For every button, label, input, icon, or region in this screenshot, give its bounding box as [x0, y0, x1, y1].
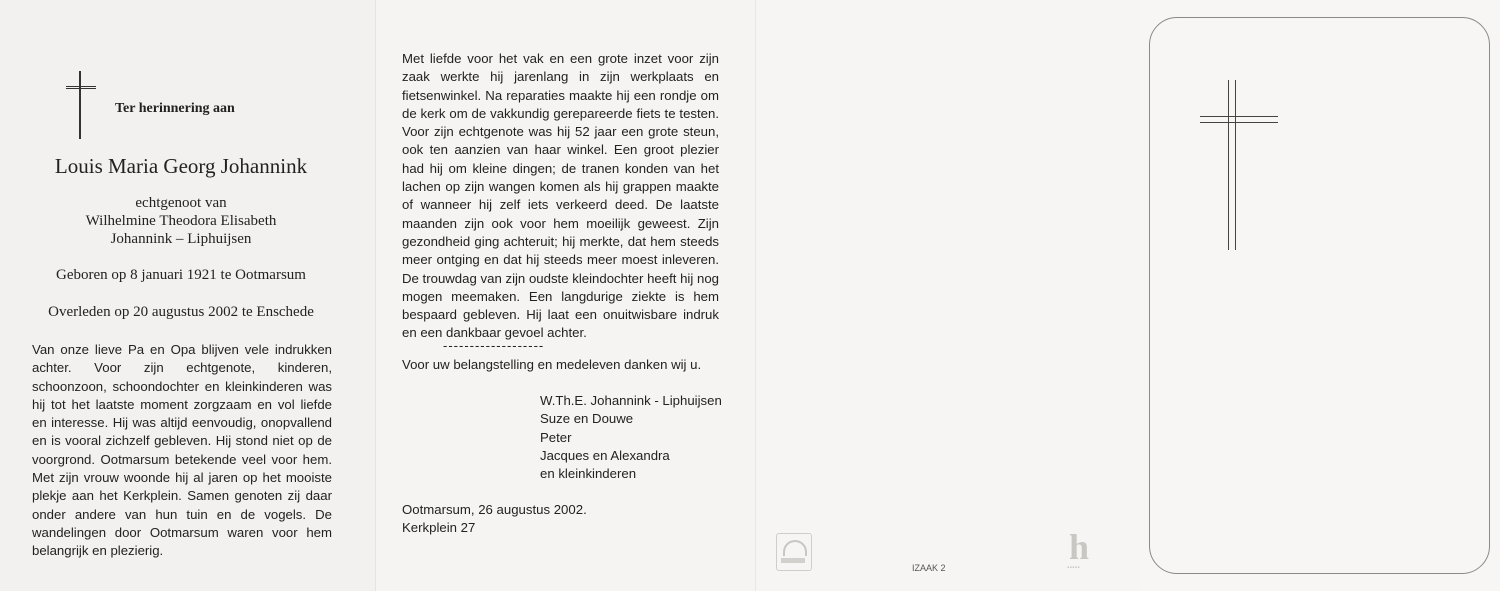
place-date: Ootmarsum, 26 augustus 2002.	[402, 502, 587, 517]
panel-front-cover	[1140, 0, 1500, 591]
h-logo-icon: h ▪▪▪▪▪	[1067, 527, 1090, 571]
church-logo-icon	[776, 533, 812, 571]
card-code: IZAAK 2	[912, 563, 946, 573]
spouse-name-line2: Johannink – Liphuijsen	[110, 231, 252, 247]
signatory: Jacques en Alexandra	[540, 447, 670, 463]
separator-line: -------------------	[443, 338, 545, 353]
cross-icon	[66, 71, 96, 139]
signatory: en kleinkinderen	[540, 466, 637, 482]
deceased-name: Louis Maria Georg Johannink	[54, 154, 308, 178]
place-and-address	[402, 501, 587, 538]
panel-front-left	[0, 0, 375, 591]
signatory: Peter	[540, 429, 572, 445]
thanks-line: Voor uw belangstelling en medeleven danken wij u.	[402, 357, 702, 372]
signatory: Suze en Douwe	[540, 411, 634, 427]
panel-back	[755, 0, 1140, 591]
birth-line: Geboren op 8 januari 1921 te Ootmarsum	[56, 267, 306, 283]
memorial-paragraph-2: Met liefde voor het vak en een grote inzet voor zijn zaak werkte hij jarenlang in zijn werkplaats en fietsenwinkel. Na reparaties maakte hij een rondje om de kerk om de vakkundig gerepareerde fiets te testen. Voor zijn echtgenote was hij 52 jaar een grote steun, ook ten aanzien van haar winkel. Een groot plezier had hij om kleine dingen; de tranen konden van het lachen op zijn wangen komen als hij grappen maakte of wanneer hij zelf iets verkeerd deed. De laatste maanden zijn ook voor hem moeilijk geweest. Zijn gezondheid ging achteruit; hij merkte, dat hem steeds meer ontging en dat hij steeds meer moest inleveren. De trouwdag van zijn oudste kleindochter heeft hij nog mogen meemaken. Een langdurige ziekte is hem bespaard gebleven. Hij laat een onuitwisbare indruk en een dankbaar gevoel achter.	[402, 51, 719, 341]
signatory: W.Th.E. Johannink - Liphuijsen	[540, 393, 722, 408]
death-line: Overleden op 20 augustus 2002 te Enschede	[48, 304, 314, 320]
address: Kerkplein 27	[402, 520, 476, 536]
panel-inner-text	[375, 0, 755, 591]
spouse-name-line1: Wilhelmine Theodora Elisabeth	[85, 213, 277, 229]
signatories-list	[540, 392, 722, 483]
cross-icon	[1200, 80, 1278, 250]
memorial-heading: Ter herinnering aan	[115, 101, 235, 116]
memorial-paragraph-1: Van onze lieve Pa en Opa blijven vele indrukken achter. Voor zijn echtgenote, kinderen, schoonzoon, schoondochter en kleinkinderen was hij tot het laatste moment zorgzaam en vol liefde en interesse. Hij was altijd eenvoudig, onopvallend en is vooral zichzelf gebleven. Hij stond niet op de voorgrond. Ootmarsum betekende veel voor hem. Met zijn vrouw woonde hij al jaren op het mooiste plekje aan het Kerkplein. Samen genoten zij daar onder andere van hun tuin en de vogels. De wandelingen door Ootmarsum waren voor hem belangrijk en plezierig.	[32, 342, 332, 559]
spouse-label: echtgenoot van	[135, 195, 227, 211]
